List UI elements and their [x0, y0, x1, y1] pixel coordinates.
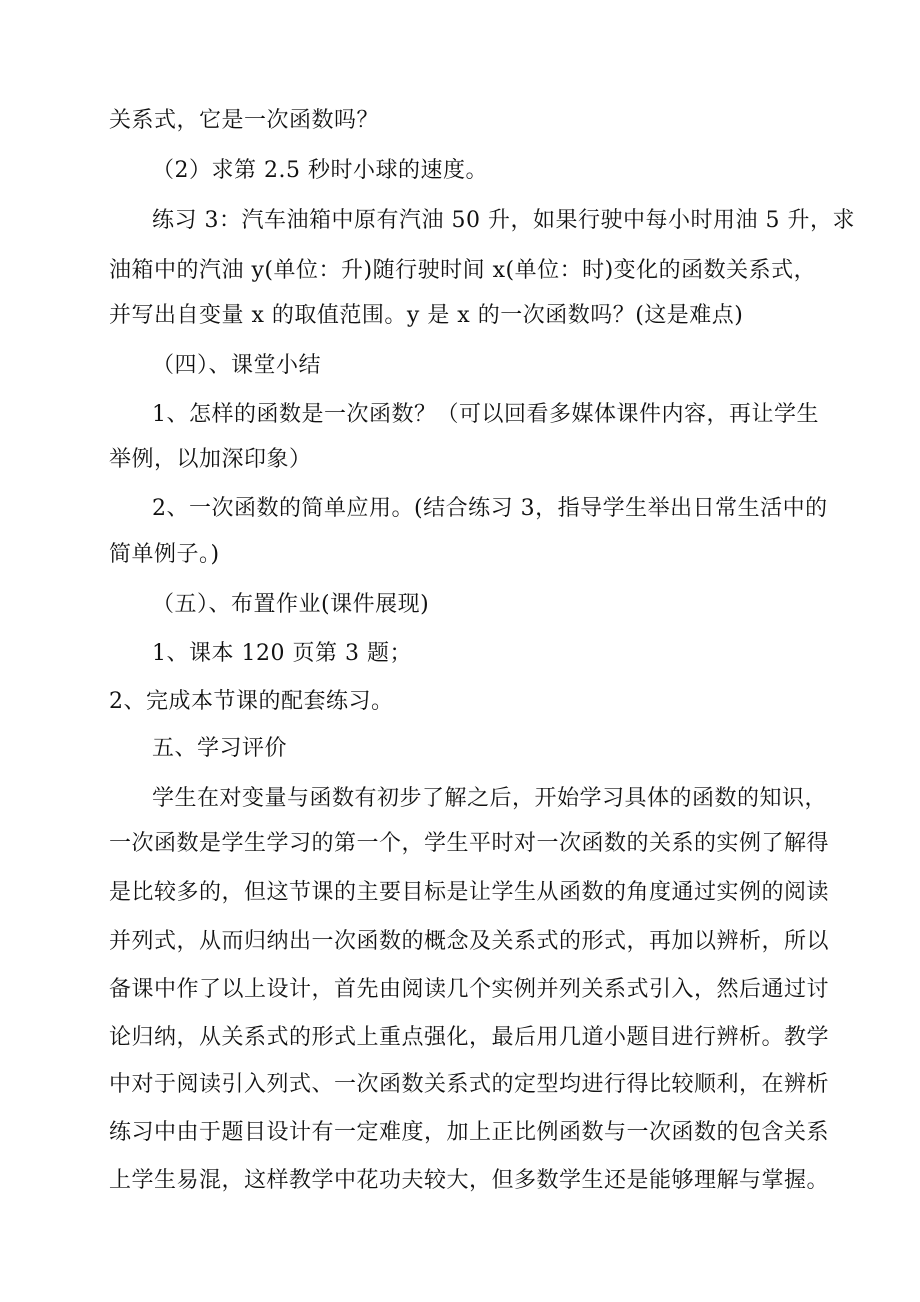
text-line: 备课中作了以上设计，首先由阅读几个实例并列关系式引入，然后通过讨: [109, 977, 830, 1002]
text-line: （2）求第 2.5 秒时小球的速度。: [152, 158, 488, 183]
section-heading: （四）、课堂小结: [152, 353, 322, 378]
text-line: 中对于阅读引入列式、一次函数关系式的定型均进行得比较顺利，在辨析: [109, 1072, 830, 1097]
section-heading: （五）、布置作业(课件展现): [152, 592, 430, 617]
text-line: 2、完成本节课的配套练习。: [109, 689, 394, 714]
text-line: 1、课本 120 页第 3 题；: [152, 641, 412, 666]
text-line: 举例，以加深印象）: [109, 447, 312, 472]
text-line: 2、一次函数的简单应用。(结合练习 3，指导学生举出日常生活中的: [152, 496, 828, 521]
text-line: 上学生易混，这样教学中花功夫较大，但多数学生还是能够理解与掌握。: [109, 1168, 830, 1193]
section-heading: 五、学习评价: [152, 736, 288, 761]
text-line: 一次函数是学生学习的第一个，学生平时对一次函数的关系的实例了解得: [109, 831, 830, 856]
text-line: 练习 3：汽车油箱中原有汽油 50 升，如果行驶中每小时用油 5 升，求: [152, 208, 855, 233]
text-line: 并写出自变量 x 的取值范围。y 是 x 的一次函数吗？(这是难点): [109, 303, 744, 328]
text-line: 简单例子。): [109, 542, 220, 567]
text-line: 1、怎样的函数是一次函数？（可以回看多媒体课件内容，再让学生: [152, 402, 819, 427]
text-line: 是比较多的，但这节课的主要目标是让学生从函数的角度通过实例的阅读: [109, 880, 830, 905]
text-line: 并列式，从而归纳出一次函数的概念及关系式的形式，再加以辨析，所以: [109, 929, 830, 954]
text-line: 学生在对变量与函数有初步了解之后，开始学习具体的函数的知识，: [152, 786, 828, 811]
text-line: 练习中由于题目设计有一定难度，加上正比例函数与一次函数的包含关系: [109, 1120, 830, 1145]
text-line: 油箱中的汽油 y(单位：升)随行驶时间 x(单位：时)变化的函数关系式，: [109, 258, 817, 283]
text-line: 论归纳，从关系式的形式上重点强化，最后用几道小题目进行辨析。教学: [109, 1025, 830, 1050]
text-line: 关系式，它是一次函数吗？: [109, 108, 380, 133]
